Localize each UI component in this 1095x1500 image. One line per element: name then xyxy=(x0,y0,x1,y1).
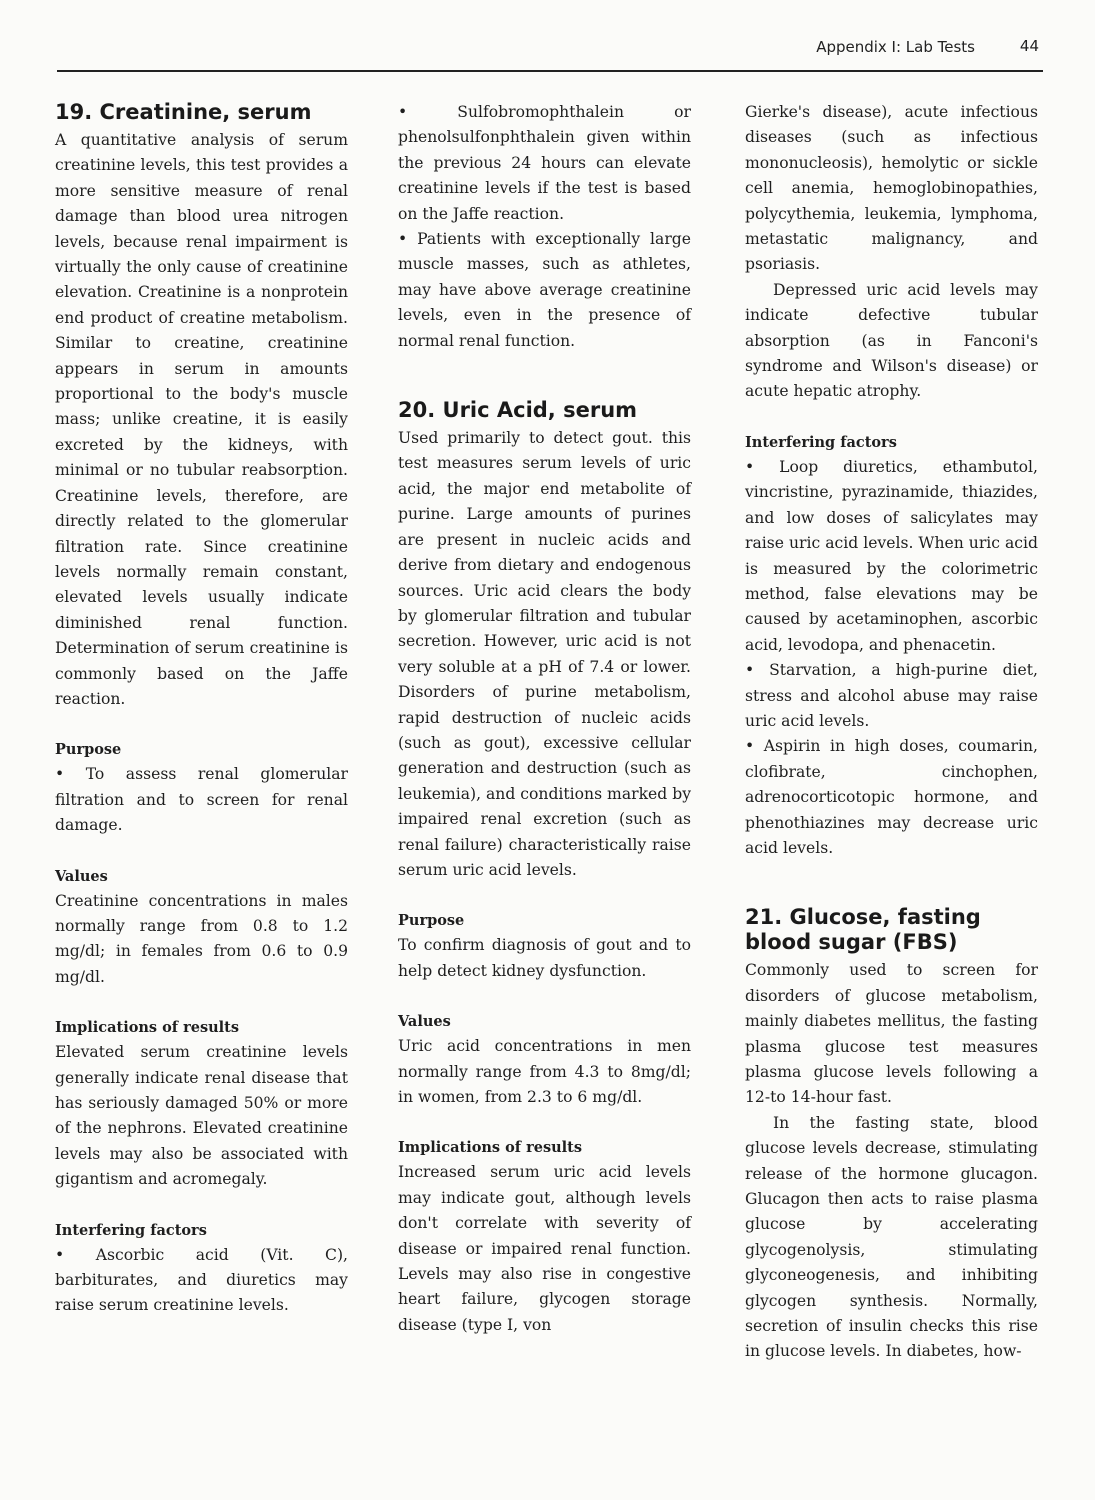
column-3 xyxy=(745,100,1038,1365)
column-1 xyxy=(55,100,348,1319)
uric-acid-purpose-heading: Purpose xyxy=(398,912,465,930)
creatinine-interfering-1: • Ascorbic acid (Vit. C), barbiturates, and diuretics may raise serum creatinine levels. xyxy=(55,1245,348,1315)
creatinine-implications-text: Elevated serum creatinine levels generally indicate renal disease that has seriously damaged 50% or more of the nephrons. Elevated creatinine levels may also be associated with gigantism and acromegaly. xyxy=(55,1043,348,1189)
creatinine-implications-heading: Implications of results xyxy=(55,1019,240,1037)
page-header xyxy=(57,36,1043,72)
uric-acid-depressed-text: Depressed uric acid levels may indicate defective tubular absorption (as in Fanconi's syndrome and Wilson's disease) or acute hepatic atrophy. xyxy=(745,280,1038,401)
creatinine-values-heading: Values xyxy=(55,867,108,885)
uric-acid-purpose-text: To confirm diagnosis of gout and to help detect kidney dysfunction. xyxy=(398,936,691,980)
glucose-fasting-text: In the fasting state, blood glucose levels decrease, stimulating release of the hormone glucagon. Glucagon then acts to raise plasma glucose by accelerating glycogenolysis, stimulating glyconeogenesis, and inhibiting glycogen synthesis. Normally, secretion of insulin checks this rise in glucose levels. In diabetes, how- xyxy=(745,1113,1038,1361)
uric-acid-implications-heading: Implications of results xyxy=(398,1139,583,1157)
uric-acid-interfering-2: • Starvation, a high-purine diet, stress and alcohol abuse may raise uric acid levels. xyxy=(745,661,1038,730)
page-number: 44 xyxy=(1019,37,1039,55)
uric-acid-intro: Used primarily to detect gout. this test measures serum levels of uric acid, the major end metabolite of purine. Large amounts of purines are present in nucleic acids and derive from dietary and endogenous sources. Uric acid clears the body by glomerular filtration and tubular secretion. However, uric acid is not very soluble at a pH of 7.4 or lower. Disorders of purine metabolism, rapid destruction of nucleic acids (such as gout), excessive cellular generation and destruction (such as leukemia), and conditions marked by impaired renal excretion (such as renal failure) characteristically raise serum uric acid levels. xyxy=(398,429,692,879)
section-title-uric-acid: 20. Uric Acid, serum xyxy=(398,398,638,423)
running-head: Appendix I: Lab Tests xyxy=(816,38,975,56)
creatinine-interfering-3: • Patients with exceptionally large muscle masses, such as athletes, may have above average creatinine levels, even in the presence of normal renal function. xyxy=(398,230,691,350)
creatinine-purpose-text: • To assess renal glomerular filtration and to screen for renal damage. xyxy=(55,765,348,835)
creatinine-values-text: Creatinine concentrations in males normally range from 0.8 to 1.2 mg/dl; in females from 0.6 to 0.9 mg/dl. xyxy=(55,891,348,986)
uric-acid-interfering-heading: Interfering factors xyxy=(745,433,897,451)
uric-acid-implications-text: Increased serum uric acid levels may indicate gout, although levels don't correlate with severity of disease or impaired renal function. Levels may also rise in congestive heart failure, glycogen storage disease (type I, von xyxy=(398,1163,691,1334)
uric-acid-interfering-3: • Aspirin in high doses, coumarin, clofibrate, cinchophen, adrenocorticotopic hormone, and phenothiazines may decrease uric acid levels. xyxy=(745,737,1038,857)
creatinine-intro: A quantitative analysis of serum creatinine levels, this test provides a more sensitive measure of renal damage than blood urea nitrogen levels, because renal impairment is virtually the only cause of creatinine elevation. Creatinine is a nonprotein end product of creatine metabolism. Similar to creatine, creatinine appears in serum in amounts proportional to the body's muscle mass; unlike creatine, it is easily excreted by the kidneys, with minimal or no tubular reabsorption. Creatinine levels, therefore, are directly related to the glomerular filtration rate. Since creatinine levels normally remain constant, elevated levels usually indicate diminished renal function. Determination of serum creatinine is commonly based on the Jaffe reaction. xyxy=(55,131,348,708)
section-title-creatinine: 19. Creatinine, serum xyxy=(55,100,312,124)
creatinine-interfering-heading: Interfering factors xyxy=(55,1221,207,1239)
uric-acid-implications-cont: Gierke's disease), acute infectious diseases (such as infectious mononucleosis), hemolytic or sickle cell anemia, hemoglobinopathies, polycythemia, leukemia, lymphoma, metastatic malignancy, and psoriasis. xyxy=(745,103,1038,274)
uric-acid-values-heading: Values xyxy=(398,1013,451,1031)
creatinine-purpose-heading: Purpose xyxy=(55,741,122,759)
column-2 xyxy=(398,100,691,1338)
creatinine-interfering-2: • Sulfobromophthalein or phenolsulfonphthalein given within the previous 24 hours can elevate creatinine levels if the test is based on the Jaffe reaction. xyxy=(398,103,691,223)
uric-acid-interfering-1: • Loop diuretics, ethambutol, vincristine, pyrazinamide, thiazides, and low doses of salicylates may raise uric acid levels. When uric acid is measured by the colorimetric method, false elevations may be caused by acetaminophen, ascorbic acid, levodopa, and phenacetin. xyxy=(745,457,1038,654)
section-title-glucose: 21. Glucose, fasting blood sugar (FBS) xyxy=(745,905,981,955)
glucose-intro: Commonly used to screen for disorders of glucose metabolism, mainly diabetes mellitus, the fasting plasma glucose test measures plasma glucose levels following a 12-to 14-hour fast. xyxy=(745,961,1038,1107)
uric-acid-values-text: Uric acid concentrations in men normally range from 4.3 to 8mg/dl; in women, from 2.3 to 6 mg/dl. xyxy=(398,1037,691,1106)
